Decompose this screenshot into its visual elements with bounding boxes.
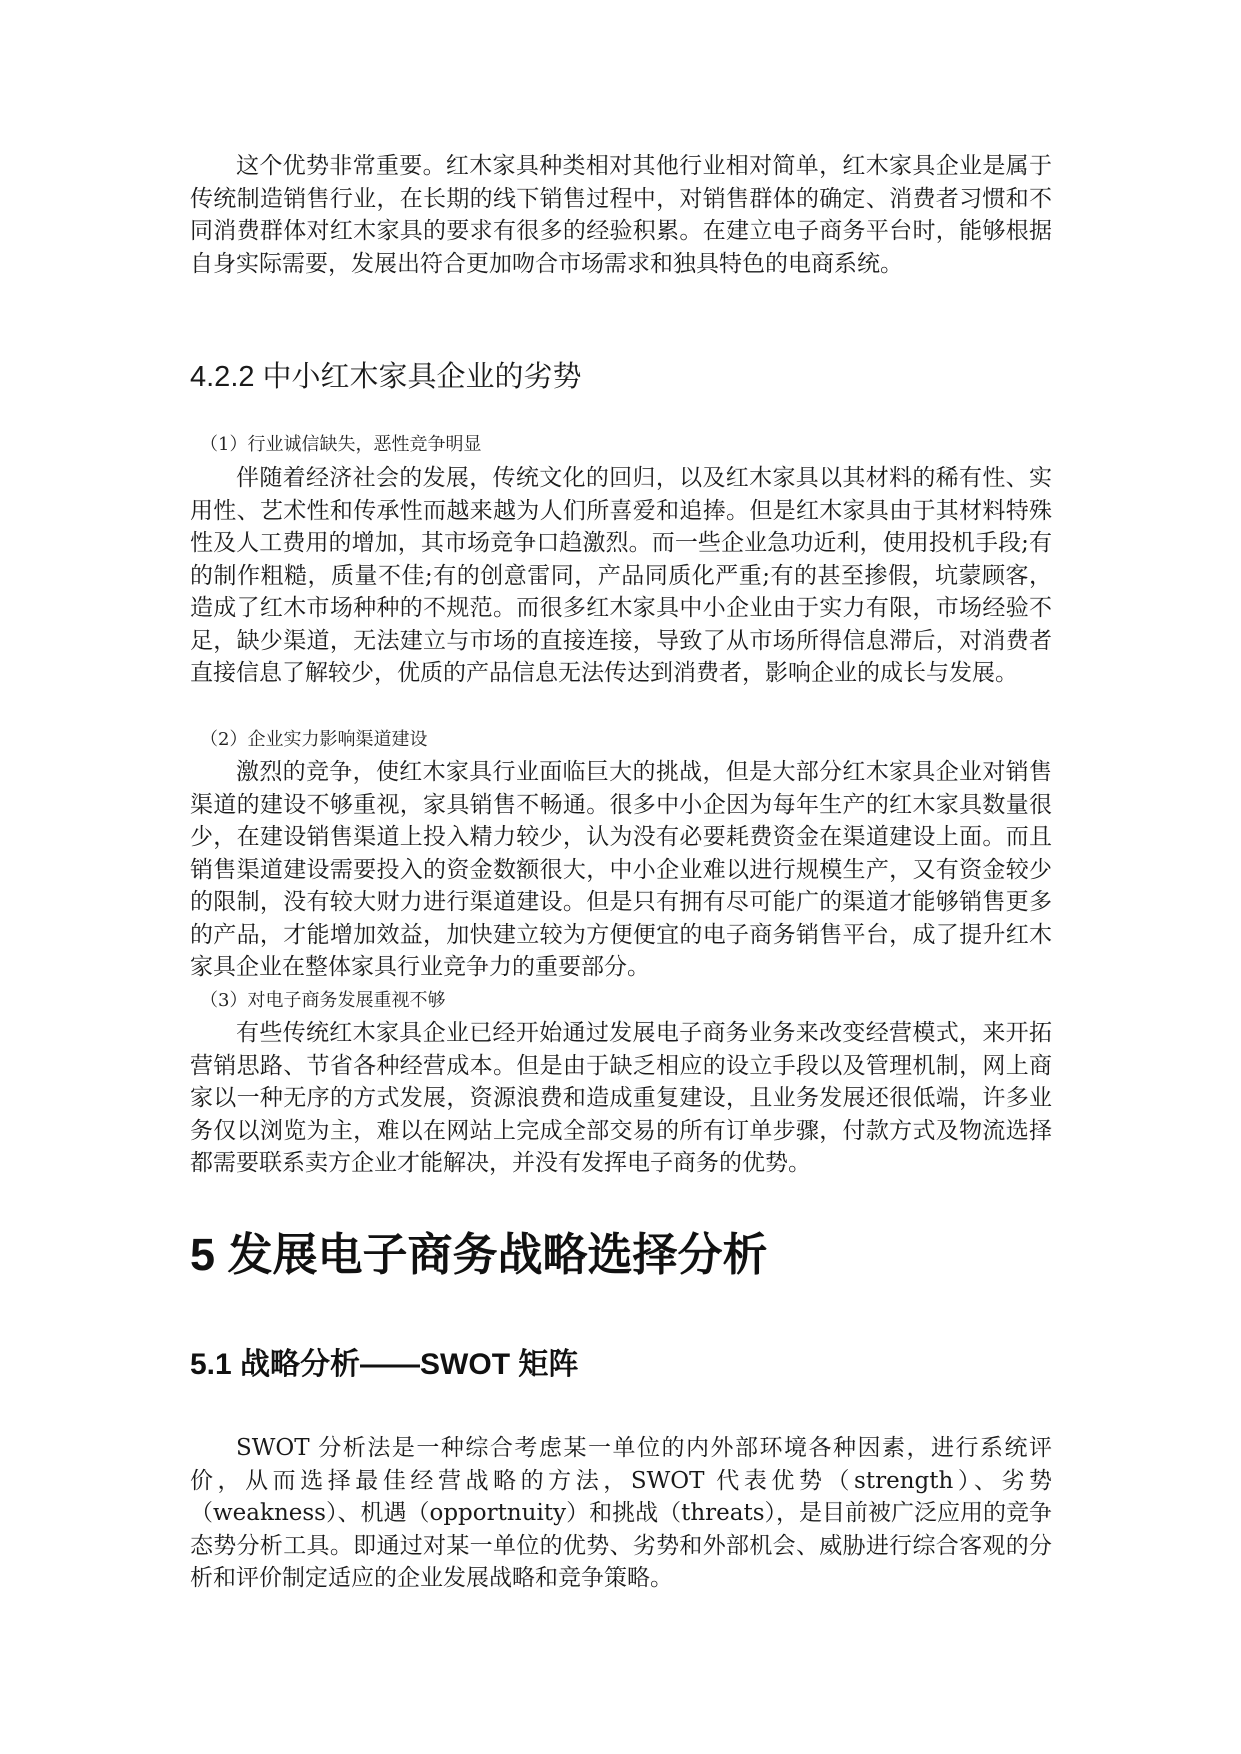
weakness-item-1-text: 伴随着经济社会的发展，传统文化的回归，以及红木家具以其材料的稀有性、实用性、艺术性和传承性而越来越为人们所喜爱和追捧。但是红木家具由于其材料特殊性及人工费用的增加，其市场竞争口趋激烈。而一些企业急功近利，使用投机手段;有的制作粗糙，质量不佳;有的创意雷同，产品同质化严重;有的甚至掺假，坑蒙顾客，造成了红木市场种种的不规范。而很多红木家具中小企业由于实力有限，市场经验不足，缺少渠道，无法建立与市场的直接连接，导致了从市场所得信息滞后，对消费者直接信息了解较少，优质的产品信息无法传达到消费者，影响企业的成长与发展。 — [190, 465, 1052, 686]
weakness-item-3-text: 有些传统红木家具企业已经开始通过发展电子商务业务来改变经营模式，来开拓营销思路、节省各种经营成本。但是由于缺乏相应的设立手段以及管理机制，网上商家以一种无序的方式发展，资源浪费和造成重复建设，且业务发展还很低端，许多业务仅以浏览为主，难以在网站上完成全部交易的所有订单步骤，付款方式及物流选择都需要联系卖方企业才能解决，并没有发挥电子商务的优势。 — [190, 1020, 1052, 1176]
section-4-2-2-heading: 4.2.2 中小红木家具企业的劣势 — [190, 361, 582, 393]
weakness-item-1-label: （1）行业诚信缺失，恶性竞争明显 — [200, 434, 482, 455]
chapter-5-heading: 5 发展电子商务战略选择分析 — [190, 1229, 768, 1280]
weakness-item-3-label: （3）对电子商务发展重视不够 — [200, 990, 446, 1011]
weakness-item-2-label: （2）企业实力影响渠道建设 — [200, 729, 428, 750]
swot-paragraph: SWOT 分析法是一种综合考虑某一单位的内外部环境各种因素，进行系统评价，从而选择最佳经营战略的方法，SWOT 代表优势（strength）、劣势（weakness）、机遇（opportnuity）和挑战（threats），是目前被广泛应用的竞争态势分析工具。即通过对某一单位的优势、劣势和外部机会、威胁进行综合客观的分析和评价制定适应的企业发展战略和竞争策略。 — [190, 1435, 1052, 1591]
weakness-item-2-text: 激烈的竞争，使红木家具行业面临巨大的挑战，但是大部分红木家具企业对销售渠道的建设不够重视，家具销售不畅通。很多中小企因为每年生产的红木家具数量很少，在建设销售渠道上投入精力较少，认为没有必要耗费资金在渠道建设上面。而且销售渠道建设需要投入的资金数额很大，中小企业难以进行规模生产，又有资金较少的限制，没有较大财力进行渠道建设。但是只有拥有尽可能广的渠道才能够销售更多的产品，才能增加效益，加快建立较为方便便宜的电子商务销售平台，成了提升红木家具企业在整体家具行业竞争力的重要部分。 — [190, 759, 1052, 980]
section-5-1-heading: 5.1 战略分析——SWOT 矩阵 — [190, 1348, 579, 1381]
intro-paragraph: 这个优势非常重要。红木家具种类相对其他行业相对简单，红木家具企业是属于传统制造销售行业，在长期的线下销售过程中，对销售群体的确定、消费者习惯和不同消费群体对红木家具的要求有很多的经验积累。在建立电子商务平台时，能够根据自身实际需要，发展出符合更加吻合市场需求和独具特色的电商系统。 — [190, 153, 1052, 277]
